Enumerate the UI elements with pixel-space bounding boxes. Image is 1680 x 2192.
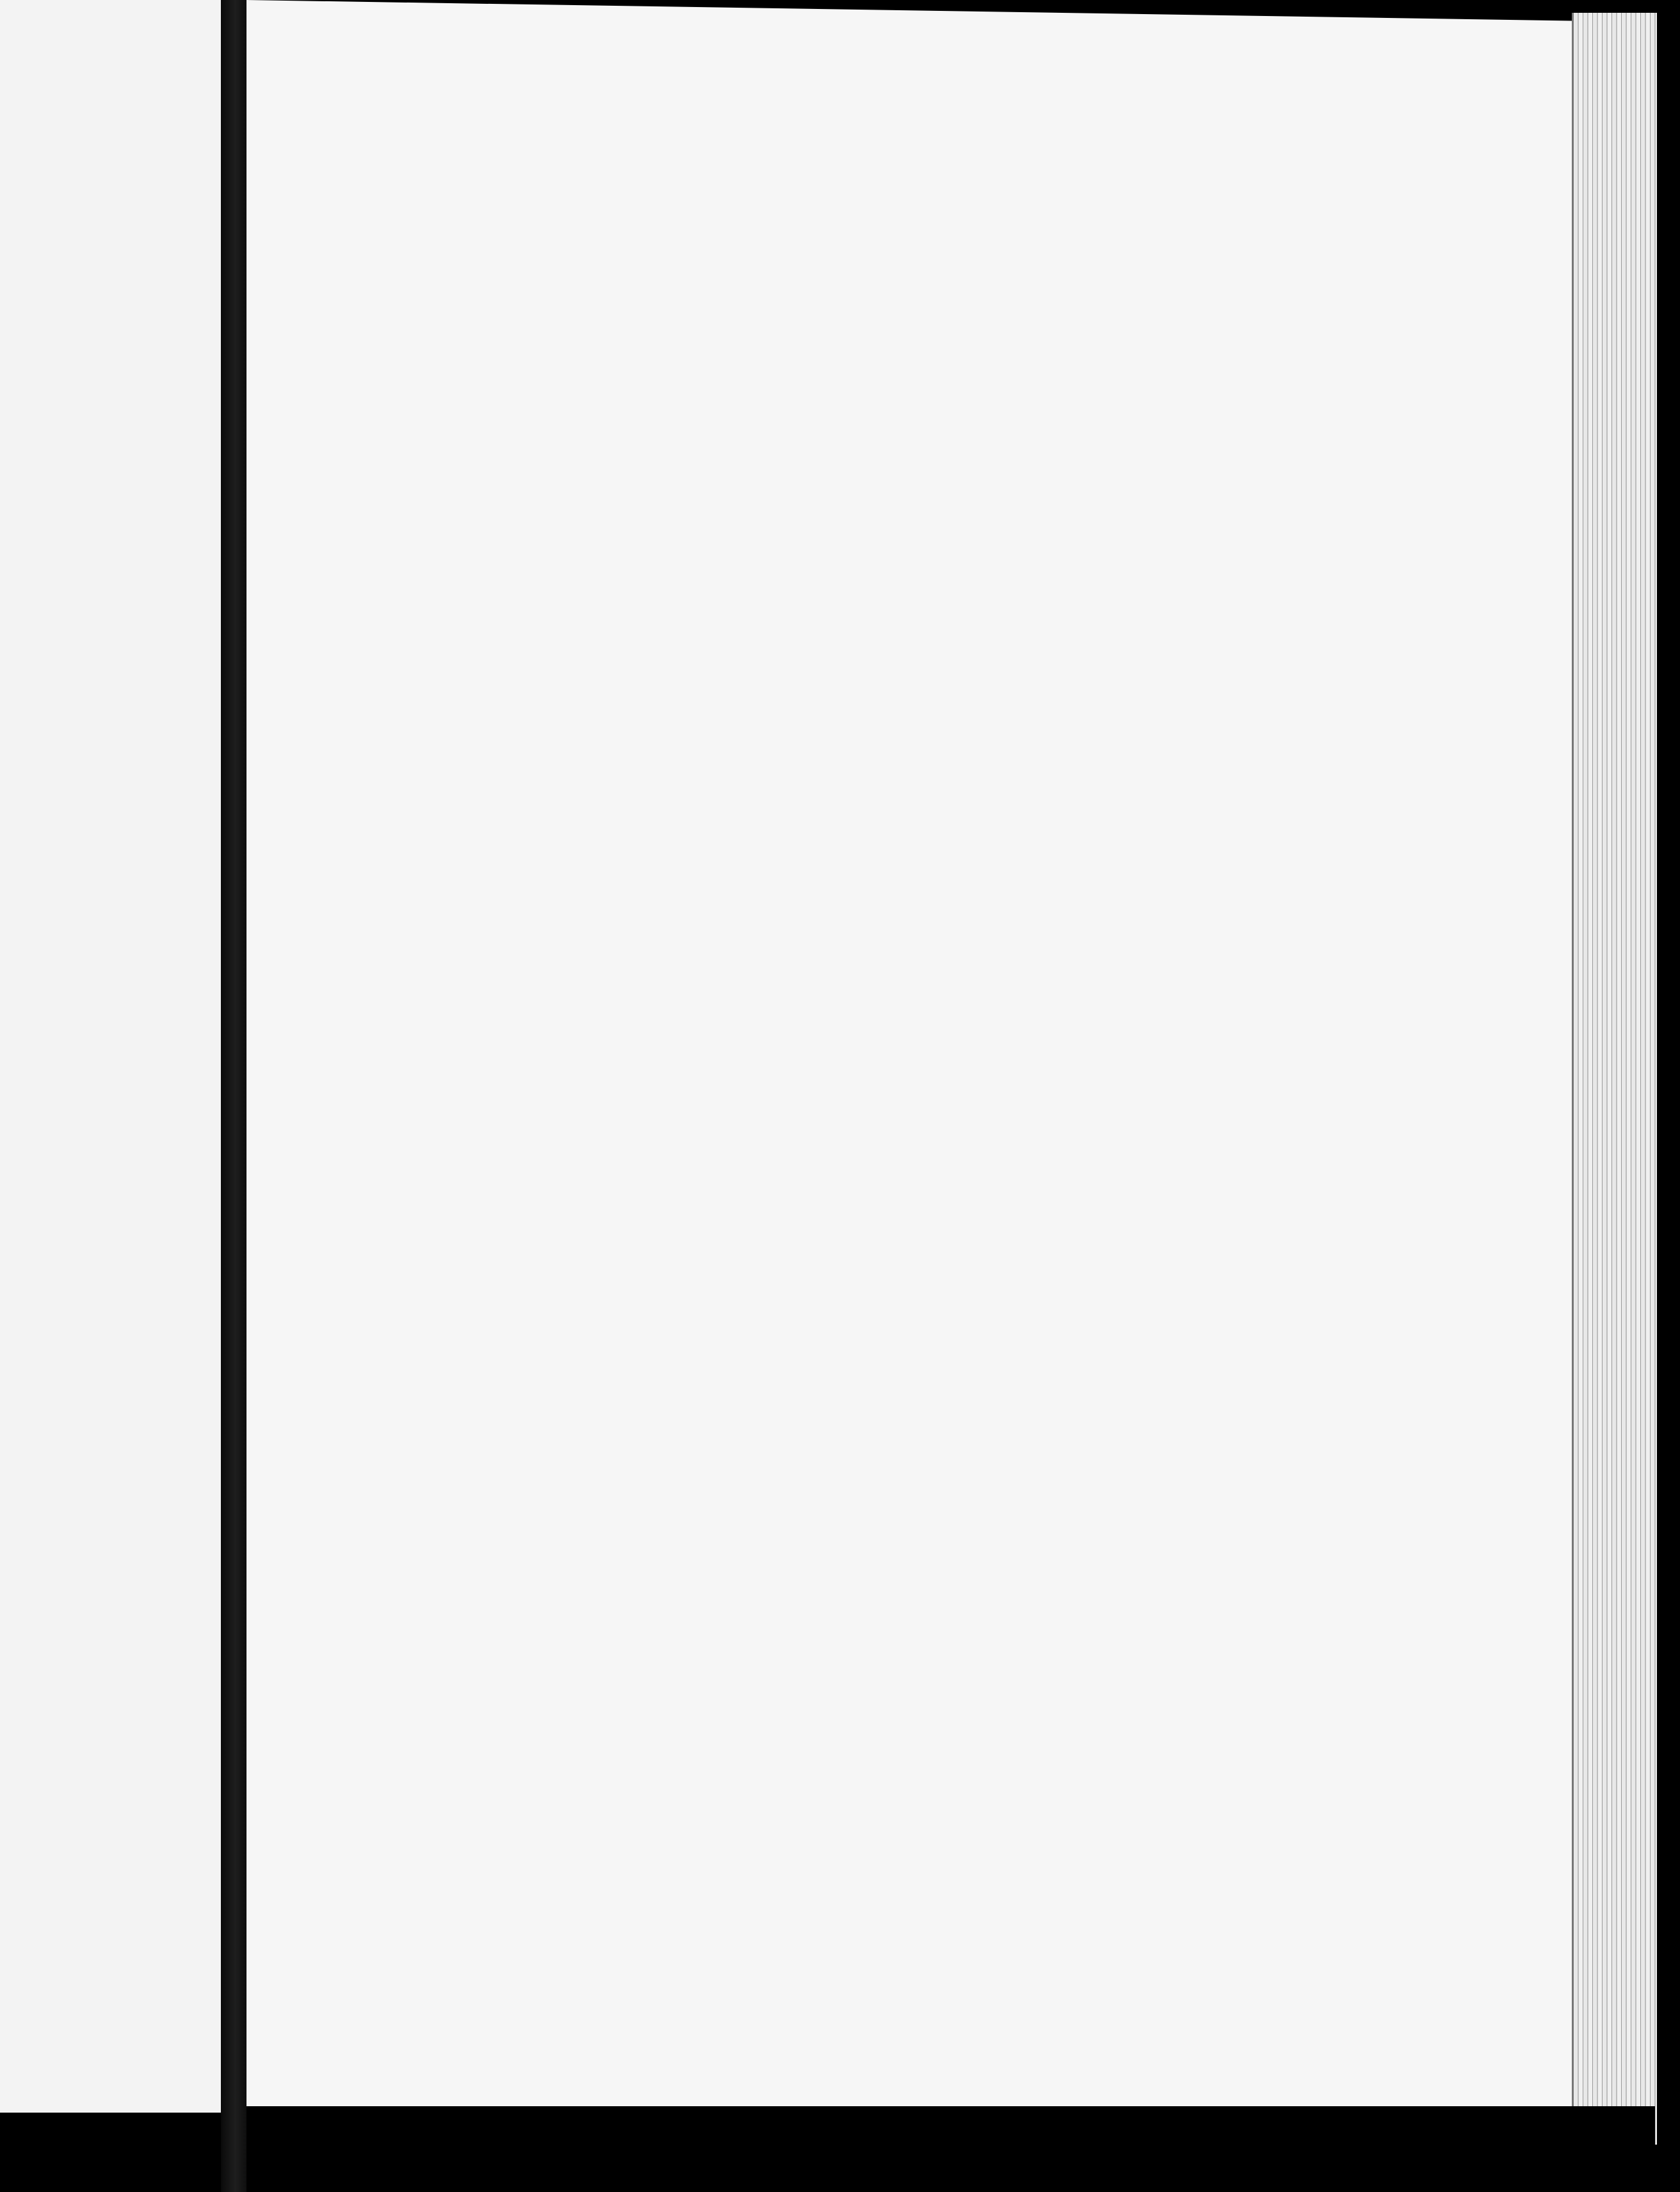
paragraph [394, 251, 1239, 264]
book-page [246, 0, 1604, 2134]
paragraph [394, 251, 1239, 264]
book-gutter [221, 0, 250, 2192]
page-edges [1572, 13, 1657, 2145]
scan-background [246, 2106, 1655, 2192]
facing-page-left [0, 0, 225, 2113]
page-footer [394, 1760, 1239, 1773]
paragraph [394, 251, 1239, 264]
